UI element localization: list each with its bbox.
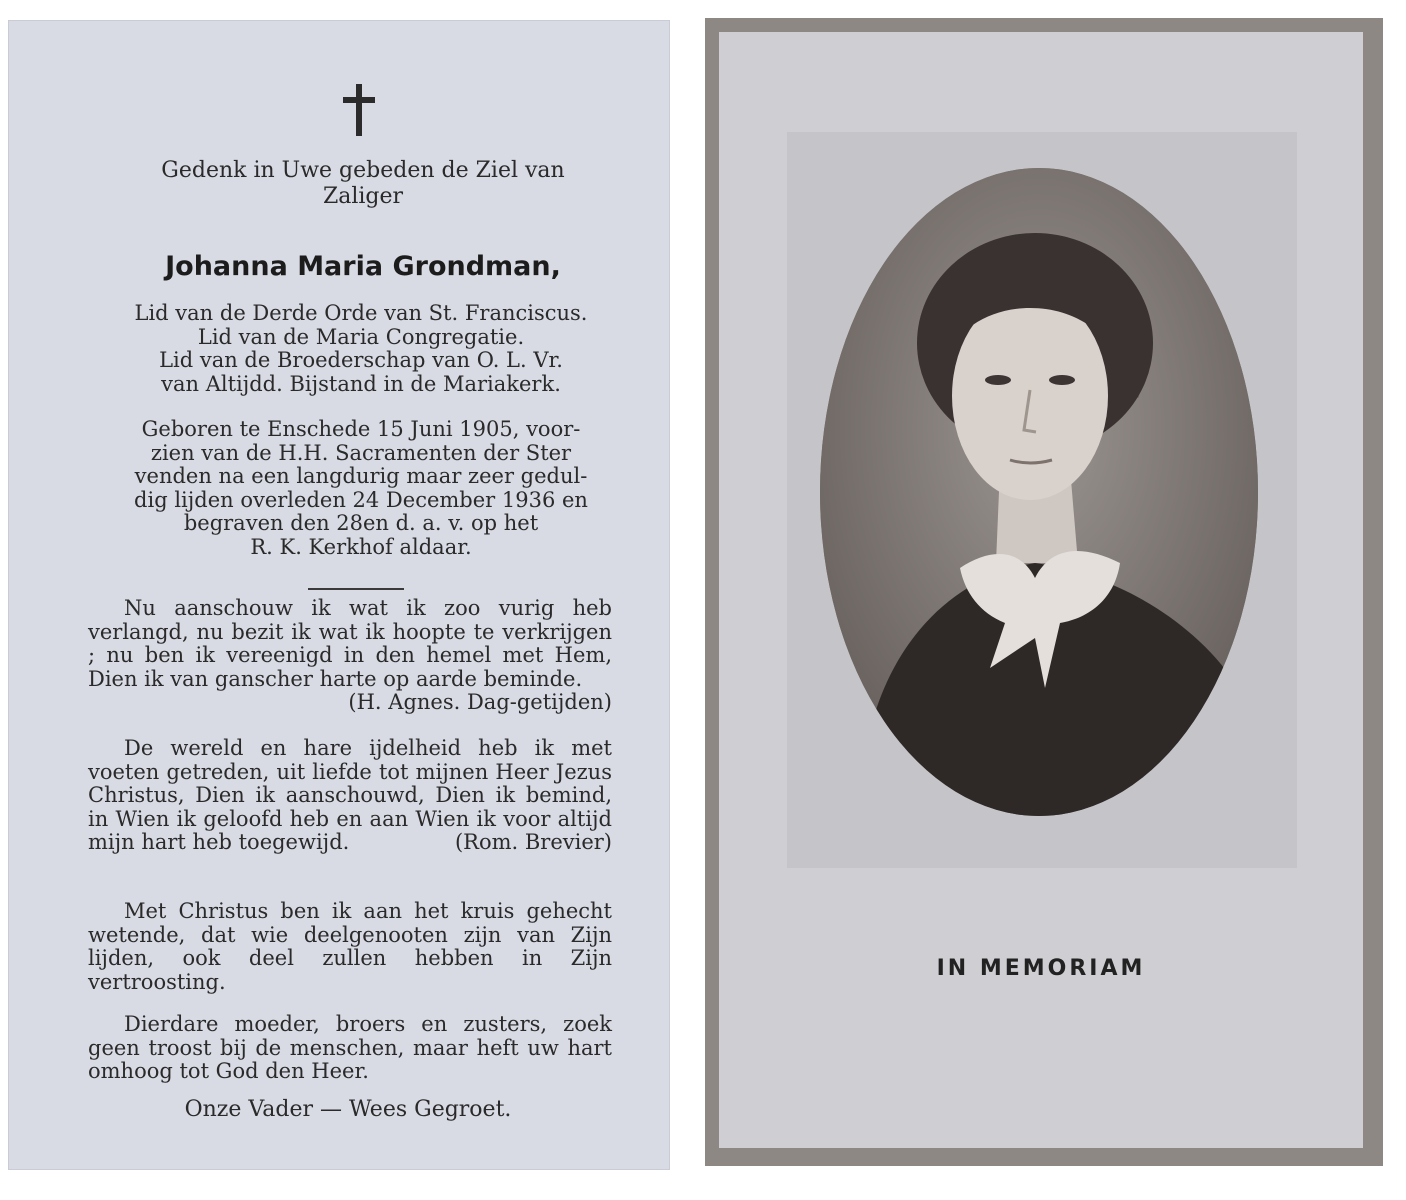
intro-line-1: Gedenk in Uwe gebeden de Ziel van (161, 158, 565, 183)
quote-paragraph-1 (88, 597, 612, 715)
quote-text: Nu aanschouw ik wat ik zoo vurig heb verlangd, nu bezit ik wat ik hoopte te verkrijgen ; nu ben ik vereenigd in den hemel met Hem, Dien ik van ganscher harte op aarde beminde. (88, 596, 612, 691)
closing-prayer: Onze Vader — Wees Gegroet. (184, 1097, 512, 1122)
quote-paragraph-2 (88, 737, 612, 855)
quote-text: De wereld en hare ijdelheid heb ik met voeten getreden, uit liefde tot mijnen Heer Jezus Christus, Dien ik aanschouwd, Dien ik bemind, in Wien ik geloofd heb en aan Wien ik voor altijd mijn hart heb toegewijd. (88, 736, 612, 854)
birth-death-line: R. K. Kerkhof aldaar. (250, 534, 472, 559)
photo-card-paper (719, 32, 1363, 1148)
cross-icon (340, 84, 380, 136)
intro-line-2: Zaliger (322, 184, 404, 209)
quote-source: (H. Agnes. Dag-getijden) (348, 690, 612, 714)
quote-source: (Rom. Brevier) (454, 830, 612, 854)
birth-death-block (96, 418, 626, 559)
membership-line: Lid van de Derde Orde van St. Franciscus. (134, 301, 588, 325)
prayer-card-photo-side (705, 18, 1383, 1166)
deceased-name: Johanna Maria Grondman, (165, 251, 561, 282)
portrait-photo (820, 168, 1258, 816)
membership-block (96, 302, 626, 396)
membership-line: van Altijdd. Bijstand in de Mariakerk. (161, 371, 561, 396)
birth-death-line: zien van de H.H. Sacramenten der Ster (150, 440, 572, 465)
birth-death-line: dig lijden overleden 24 December 1936 en (134, 487, 588, 512)
portrait-illustration (820, 168, 1258, 816)
birth-death-line: venden na een langdurig maar zeer gedul- (134, 464, 588, 488)
membership-line: Lid van de Maria Congregatie. (197, 324, 525, 349)
quote-paragraph-3: Met Christus ben ik aan het kruis gehecht wetende, dat wie deelgenooten zijn van Zijn lijden, ook deel zullen hebben in Zijn vertroosting. (88, 899, 612, 994)
memoriam-caption: IN MEMORIAM (936, 956, 1146, 981)
intro-text (118, 158, 608, 210)
birth-death-line: begraven den 28en d. a. v. op het (183, 511, 539, 535)
divider (308, 588, 404, 590)
photo-frame (787, 132, 1297, 868)
membership-line: Lid van de Broederschap van O. L. Vr. (159, 348, 563, 372)
birth-death-line: Geboren te Enschede 15 Juni 1905, voor- (141, 417, 581, 441)
prayer-card-text-side (8, 20, 670, 1170)
family-paragraph: Dierdare moeder, broers en zusters, zoek geen troost bij de menschen, maar heft uw hart omhoog tot God den Heer. (88, 1012, 612, 1083)
